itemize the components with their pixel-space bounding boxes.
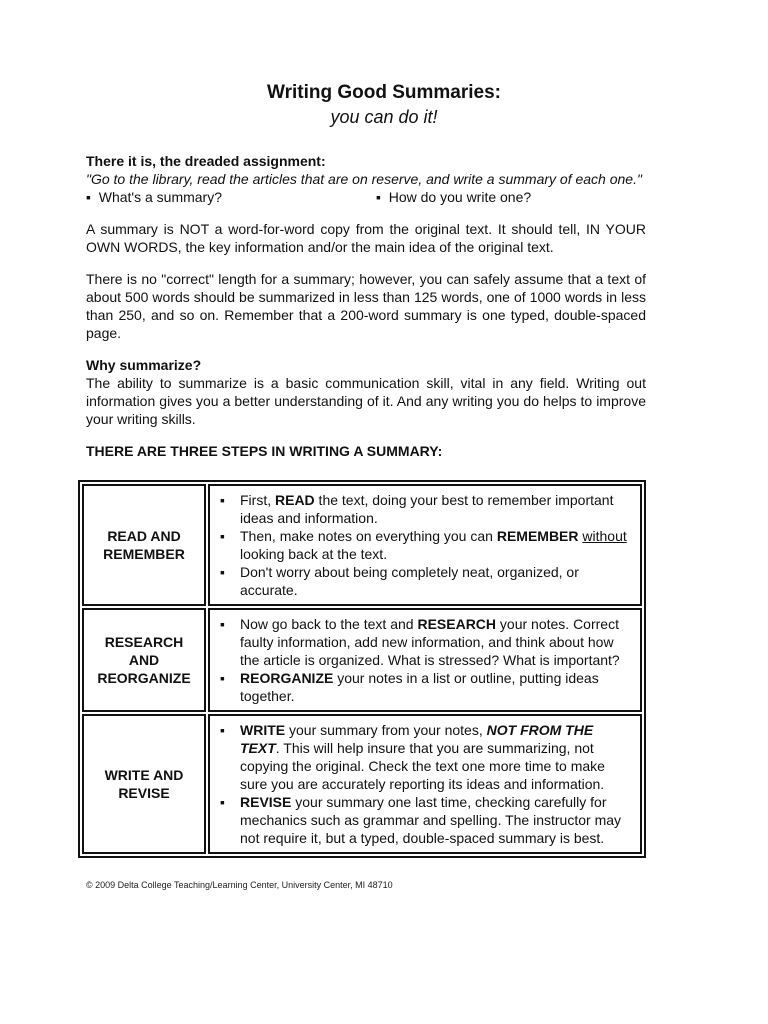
copyright-footer: © 2009 Delta College Teaching/Learning Center, University Center, MI 48710 <box>86 880 393 890</box>
list-item: ▪ REVISE your summary one last time, checking carefully for mechanics such as grammar and spelling. The instructor may not require it, but a typed, double-spaced summary is best. <box>220 794 622 846</box>
list-item: ▪ Then, make notes on everything you can REMEMBER without looking back at the text. <box>220 528 627 562</box>
page-subtitle: you can do it! <box>330 107 438 127</box>
step-body-read <box>208 484 642 606</box>
question-2-text: How do you write one? <box>388 189 532 205</box>
step-body-write <box>208 714 642 854</box>
step-row-write <box>82 714 642 854</box>
step-label-line: REORGANIZE <box>97 670 191 686</box>
bullet-icon: ▪ <box>220 616 225 632</box>
assignment-heading: There it is, the dreaded assignment: <box>86 153 326 169</box>
question-1-text: What's a summary? <box>98 189 223 205</box>
definition-paragraph: A summary is NOT a word-for-word copy from the original text. It should tell, IN YOUR OWN WORDS, the key information and/or the main idea of the original text. <box>86 221 646 255</box>
bullet-icon: ▪ <box>220 564 225 580</box>
step-row-read <box>82 484 642 606</box>
list-item: ▪ REORGANIZE your notes in a list or outline, putting ideas together. <box>220 670 599 704</box>
steps-table <box>78 480 646 858</box>
page-title: Writing Good Summaries: <box>266 82 501 103</box>
length-paragraph: There is no "correct" length for a summary; however, you can safely assume that a text of about 500 words should be summarized in less than 125 words, one of 1000 words in less than 250, and so on. Remember that a 200-word summary is one typed, double-spaced page. <box>86 271 646 341</box>
question-row <box>86 188 646 206</box>
step-label-line: REMEMBER <box>103 546 185 562</box>
bullet-icon: ▪ <box>220 670 225 686</box>
step-row-research <box>82 608 642 712</box>
bullet-icon: ▪ <box>220 722 225 738</box>
bullet-icon: ▪ <box>220 794 225 810</box>
bullet-icon: ▪ <box>86 189 91 205</box>
question-1 <box>86 188 376 206</box>
steps-title: THERE ARE THREE STEPS IN WRITING A SUMMARY: <box>86 443 443 459</box>
step-label-line: AND <box>128 652 160 668</box>
assignment-quote: "Go to the library, read the articles that are on reserve, and write a summary of each one." <box>86 171 642 187</box>
bullet-icon: ▪ <box>220 528 225 544</box>
step-label-line: REVISE <box>118 785 170 801</box>
step-label-line: READ AND <box>107 528 181 544</box>
list-item: ▪ First, READ the text, doing your best to remember important ideas and information. <box>220 492 614 526</box>
why-heading: Why summarize? <box>86 357 202 373</box>
question-2 <box>376 188 531 206</box>
list-item: ▪ Don't worry about being completely neat, organized, or accurate. <box>220 564 579 598</box>
bullet-icon: ▪ <box>376 189 381 205</box>
bullet-icon: ▪ <box>220 492 225 508</box>
list-item: ▪ Now go back to the text and RESEARCH your notes. Correct faulty information, add new information, and think about how the article is organized. What is stressed? What is important? <box>220 616 620 668</box>
step-body-research <box>208 608 642 712</box>
step-label-research <box>82 608 206 712</box>
list-item: ▪ WRITE your summary from your notes, NOT FROM THE TEXT. This will help insure that you are summarizing, not copying the original. Check the text one more time to make sure you are accurately reporting its ideas and information. <box>220 722 605 792</box>
step-label-read <box>82 484 206 606</box>
step-label-line: RESEARCH <box>104 634 184 650</box>
step-label-line: WRITE AND <box>104 767 184 783</box>
step-label-write <box>82 714 206 854</box>
why-paragraph: The ability to summarize is a basic communication skill, vital in any field. Writing out information gives you a better understanding of it. And any writing you do helps to improve your writing skills. <box>86 375 646 427</box>
main-content <box>86 152 646 460</box>
